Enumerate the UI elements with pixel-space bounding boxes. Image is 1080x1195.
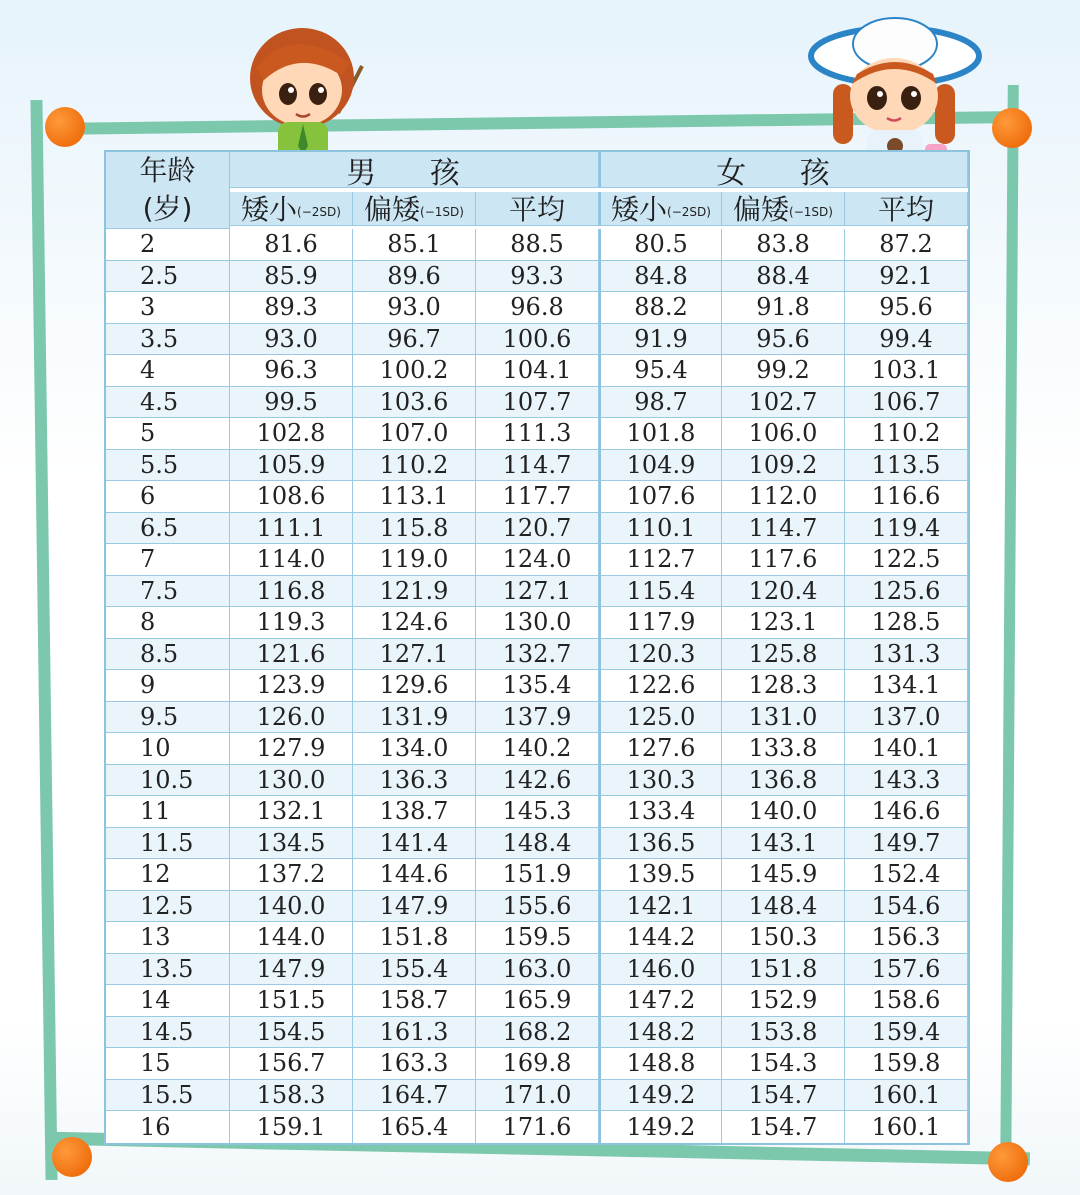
height-value-cell: 98.7 [599,387,722,419]
height-value-cell: 95.6 [722,324,845,356]
height-value-cell: 80.5 [599,229,722,261]
height-value-cell: 104.1 [476,355,599,387]
column-header-label: 偏矮 [364,193,421,226]
height-value-cell: 154.5 [230,1017,353,1049]
height-value-cell: 158.7 [353,985,476,1017]
height-value-cell: 164.7 [353,1080,476,1112]
height-value-cell: 109.2 [722,450,845,482]
column-header-label: 偏矮 [733,193,790,226]
height-value-cell: 129.6 [353,670,476,702]
corner-dot-bottom-right [988,1142,1028,1182]
height-value-cell: 137.0 [845,702,968,734]
age-cell: 4.5 [106,387,230,419]
height-value-cell: 120.4 [722,576,845,608]
height-value-cell: 91.9 [599,324,722,356]
age-cell: 3 [106,292,230,324]
height-value-cell: 95.6 [845,292,968,324]
age-cell: 6 [106,481,230,513]
age-cell: 2 [106,229,230,261]
height-value-cell: 96.8 [476,292,599,324]
height-value-cell: 116.6 [845,481,968,513]
height-value-cell: 140.2 [476,733,599,765]
column-header [599,192,722,226]
height-value-cell: 130.0 [476,607,599,639]
height-value-cell: 155.6 [476,891,599,923]
height-value-cell: 107.0 [353,418,476,450]
height-value-cell: 165.9 [476,985,599,1017]
age-cell: 10.5 [106,765,230,797]
height-value-cell: 159.5 [476,922,599,954]
height-value-cell: 110.2 [353,450,476,482]
height-value-cell: 117.9 [599,607,722,639]
height-value-cell: 87.2 [845,229,968,261]
height-value-cell: 125.0 [599,702,722,734]
corner-dot-bottom-left [52,1137,92,1177]
column-header-label: 平均 [508,193,565,226]
height-value-cell: 127.1 [353,639,476,671]
height-value-cell: 104.9 [599,450,722,482]
height-value-cell: 147.2 [599,985,722,1017]
height-value-cell: 111.3 [476,418,599,450]
height-value-cell: 116.8 [230,576,353,608]
height-value-cell: 153.8 [722,1017,845,1049]
height-value-cell: 124.6 [353,607,476,639]
height-value-cell: 127.1 [476,576,599,608]
height-value-cell: 159.1 [230,1111,353,1143]
height-value-cell: 111.1 [230,513,353,545]
height-value-cell: 85.1 [353,229,476,261]
height-value-cell: 81.6 [230,229,353,261]
group-header-girls: 女 孩 [599,152,968,188]
height-value-cell: 149.2 [599,1111,722,1143]
height-value-cell: 91.8 [722,292,845,324]
age-cell: 14 [106,985,230,1017]
height-value-cell: 105.9 [230,450,353,482]
age-cell: 10 [106,733,230,765]
height-value-cell: 125.6 [845,576,968,608]
height-value-cell: 149.7 [845,828,968,860]
height-value-cell: 112.0 [722,481,845,513]
height-value-cell: 154.7 [722,1080,845,1112]
height-value-cell: 114.7 [722,513,845,545]
age-cell: 9.5 [106,702,230,734]
height-value-cell: 93.0 [230,324,353,356]
height-value-cell: 156.3 [845,922,968,954]
height-value-cell: 163.3 [353,1048,476,1080]
height-value-cell: 161.3 [353,1017,476,1049]
height-value-cell: 131.9 [353,702,476,734]
height-value-cell: 150.3 [722,922,845,954]
height-value-cell: 103.1 [845,355,968,387]
height-value-cell: 171.6 [476,1111,599,1143]
height-value-cell: 123.1 [722,607,845,639]
age-cell: 12 [106,859,230,891]
height-value-cell: 154.6 [845,891,968,923]
height-value-cell: 119.0 [353,544,476,576]
height-value-cell: 93.0 [353,292,476,324]
frame-bar-right [1000,85,1019,1175]
height-value-cell: 103.6 [353,387,476,419]
height-value-cell: 154.3 [722,1048,845,1080]
age-header-label: 年龄 [139,154,196,187]
age-cell: 11 [106,796,230,828]
height-value-cell: 99.5 [230,387,353,419]
height-value-cell: 93.3 [476,261,599,293]
height-value-cell: 138.7 [353,796,476,828]
height-value-cell: 136.8 [722,765,845,797]
height-value-cell: 137.2 [230,859,353,891]
height-value-cell: 120.7 [476,513,599,545]
height-value-cell: 89.6 [353,261,476,293]
height-value-cell: 130.3 [599,765,722,797]
height-value-cell: 152.9 [722,985,845,1017]
height-value-cell: 137.9 [476,702,599,734]
age-cell: 16 [106,1111,230,1143]
height-value-cell: 133.8 [722,733,845,765]
column-header-label: 平均 [877,193,934,226]
height-value-cell: 143.3 [845,765,968,797]
height-value-cell: 144.6 [353,859,476,891]
height-value-cell: 155.4 [353,954,476,986]
height-value-cell: 83.8 [722,229,845,261]
height-value-cell: 113.1 [353,481,476,513]
height-value-cell: 142.6 [476,765,599,797]
age-cell: 6.5 [106,513,230,545]
age-header-unit: (岁) [142,192,193,225]
frame-bar-left [30,100,57,1180]
height-value-cell: 132.1 [230,796,353,828]
column-header-sd: (−2SD) [297,205,341,219]
height-value-cell: 147.9 [230,954,353,986]
height-value-cell: 117.7 [476,481,599,513]
height-value-cell: 127.6 [599,733,722,765]
height-value-cell: 145.3 [476,796,599,828]
height-value-cell: 102.7 [722,387,845,419]
height-value-cell: 88.4 [722,261,845,293]
height-value-cell: 102.8 [230,418,353,450]
age-header [106,152,230,229]
height-value-cell: 131.0 [722,702,845,734]
height-value-cell: 108.6 [230,481,353,513]
height-value-cell: 100.2 [353,355,476,387]
height-value-cell: 95.4 [599,355,722,387]
height-value-cell: 84.8 [599,261,722,293]
height-value-cell: 148.4 [722,891,845,923]
height-value-cell: 120.3 [599,639,722,671]
height-value-cell: 119.3 [230,607,353,639]
height-value-cell: 101.8 [599,418,722,450]
age-cell: 8 [106,607,230,639]
column-header [476,192,599,226]
height-value-cell: 149.2 [599,1080,722,1112]
height-value-cell: 128.5 [845,607,968,639]
height-value-cell: 133.4 [599,796,722,828]
column-header-label: 矮小 [611,193,668,226]
age-cell: 7.5 [106,576,230,608]
column-header-sd: (−2SD) [667,205,711,219]
height-value-cell: 117.6 [722,544,845,576]
corner-dot-top-left [45,107,85,147]
height-value-cell: 171.0 [476,1080,599,1112]
height-value-cell: 110.1 [599,513,722,545]
age-cell: 7 [106,544,230,576]
height-value-cell: 107.6 [599,481,722,513]
height-value-cell: 141.4 [353,828,476,860]
height-value-cell: 158.3 [230,1080,353,1112]
height-value-cell: 134.5 [230,828,353,860]
height-value-cell: 121.6 [230,639,353,671]
height-value-cell: 112.7 [599,544,722,576]
age-cell: 5.5 [106,450,230,482]
height-value-cell: 140.0 [722,796,845,828]
height-value-cell: 168.2 [476,1017,599,1049]
height-value-cell: 148.2 [599,1017,722,1049]
height-value-cell: 96.3 [230,355,353,387]
column-header [722,192,845,226]
height-value-cell: 140.1 [845,733,968,765]
height-value-cell: 115.8 [353,513,476,545]
height-value-cell: 146.6 [845,796,968,828]
age-cell: 13.5 [106,954,230,986]
height-value-cell: 159.4 [845,1017,968,1049]
height-value-cell: 132.7 [476,639,599,671]
age-cell: 3.5 [106,324,230,356]
height-value-cell: 85.9 [230,261,353,293]
height-value-cell: 123.9 [230,670,353,702]
height-value-cell: 151.9 [476,859,599,891]
height-value-cell: 134.1 [845,670,968,702]
height-value-cell: 114.7 [476,450,599,482]
height-value-cell: 89.3 [230,292,353,324]
height-value-cell: 125.8 [722,639,845,671]
height-value-cell: 126.0 [230,702,353,734]
age-cell: 4 [106,355,230,387]
height-value-cell: 110.2 [845,418,968,450]
age-cell: 2.5 [106,261,230,293]
column-header-label: 矮小 [241,193,298,226]
height-value-cell: 107.7 [476,387,599,419]
height-value-cell: 159.8 [845,1048,968,1080]
height-value-cell: 169.8 [476,1048,599,1080]
height-value-cell: 135.4 [476,670,599,702]
height-value-cell: 145.9 [722,859,845,891]
height-value-cell: 130.0 [230,765,353,797]
height-value-cell: 106.7 [845,387,968,419]
height-value-cell: 96.7 [353,324,476,356]
height-value-cell: 160.1 [845,1111,968,1143]
height-value-cell: 136.3 [353,765,476,797]
height-value-cell: 115.4 [599,576,722,608]
height-value-cell: 148.4 [476,828,599,860]
age-cell: 5 [106,418,230,450]
height-value-cell: 124.0 [476,544,599,576]
age-cell: 15 [106,1048,230,1080]
height-value-cell: 134.0 [353,733,476,765]
column-header [230,192,353,226]
height-value-cell: 127.9 [230,733,353,765]
height-value-cell: 128.3 [722,670,845,702]
height-value-cell: 156.7 [230,1048,353,1080]
height-value-cell: 163.0 [476,954,599,986]
column-header [845,192,968,226]
age-cell: 11.5 [106,828,230,860]
age-cell: 13 [106,922,230,954]
height-value-cell: 140.0 [230,891,353,923]
group-header-boys: 男 孩 [230,152,599,188]
column-header-sd: (−1SD) [420,205,464,219]
age-cell: 15.5 [106,1080,230,1112]
height-value-cell: 99.2 [722,355,845,387]
height-value-cell: 119.4 [845,513,968,545]
age-cell: 14.5 [106,1017,230,1049]
height-value-cell: 99.4 [845,324,968,356]
column-header [353,192,476,226]
height-value-cell: 165.4 [353,1111,476,1143]
height-value-cell: 88.2 [599,292,722,324]
height-value-cell: 88.5 [476,229,599,261]
height-value-cell: 113.5 [845,450,968,482]
height-value-cell: 144.2 [599,922,722,954]
age-cell: 9 [106,670,230,702]
age-cell: 8.5 [106,639,230,671]
age-cell: 12.5 [106,891,230,923]
corner-dot-top-right [992,108,1032,148]
height-value-cell: 139.5 [599,859,722,891]
height-value-cell: 147.9 [353,891,476,923]
height-value-cell: 146.0 [599,954,722,986]
height-value-cell: 148.8 [599,1048,722,1080]
height-value-cell: 114.0 [230,544,353,576]
height-value-cell: 121.9 [353,576,476,608]
height-value-cell: 100.6 [476,324,599,356]
height-value-cell: 106.0 [722,418,845,450]
height-value-cell: 157.6 [845,954,968,986]
height-value-cell: 154.7 [722,1111,845,1143]
height-value-cell: 158.6 [845,985,968,1017]
height-reference-table [104,150,970,1145]
height-value-cell: 136.5 [599,828,722,860]
height-value-cell: 122.5 [845,544,968,576]
height-value-cell: 144.0 [230,922,353,954]
height-value-cell: 160.1 [845,1080,968,1112]
height-value-cell: 92.1 [845,261,968,293]
height-value-cell: 151.5 [230,985,353,1017]
height-value-cell: 143.1 [722,828,845,860]
height-value-cell: 142.1 [599,891,722,923]
height-value-cell: 131.3 [845,639,968,671]
height-value-cell: 122.6 [599,670,722,702]
height-value-cell: 151.8 [353,922,476,954]
height-value-cell: 152.4 [845,859,968,891]
height-value-cell: 151.8 [722,954,845,986]
column-header-sd: (−1SD) [789,205,833,219]
